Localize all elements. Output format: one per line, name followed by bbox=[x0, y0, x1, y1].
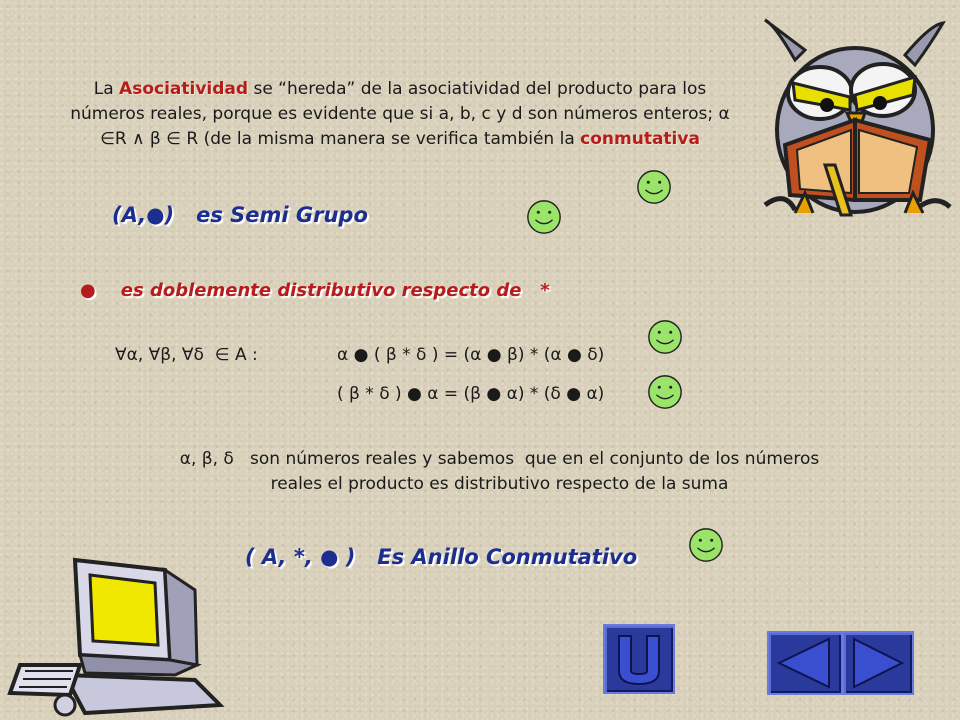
smiley-icon bbox=[635, 168, 673, 206]
smiley-icon bbox=[525, 198, 563, 236]
forward-arrow-icon bbox=[844, 633, 912, 693]
return-button[interactable] bbox=[603, 624, 675, 694]
associativity-keyword: Asociatividad bbox=[119, 79, 249, 99]
commutative-keyword: conmutativa bbox=[580, 129, 700, 149]
smiley-icon bbox=[646, 373, 684, 411]
ring-heading: ( A, *, ● ) Es Anillo Conmutativo bbox=[245, 545, 638, 569]
back-button[interactable] bbox=[767, 631, 843, 695]
intro-pre: La bbox=[93, 79, 120, 99]
back-arrow-icon bbox=[769, 633, 841, 693]
intro-text: se “hereda” de la asociatividad del producto para los números reales, porque es evidente que si a, b, c y d son números enteros; α ∈R ∧ β ∈ R (de la misma manera se verifica también la bbox=[70, 79, 730, 149]
semigroup-heading: (A,●) es Semi Grupo bbox=[112, 203, 368, 227]
distributive-heading: ● es doblemente distributivo respecto de * bbox=[80, 280, 550, 301]
quantifiers: ∀α, ∀β, ∀δ ∈ A : bbox=[115, 345, 258, 365]
reals-text: son números reales y sabemos que en el conjunto de los números reales el producto es distributivo respecto de la suma bbox=[233, 449, 825, 494]
return-icon bbox=[605, 626, 673, 692]
intro-paragraph bbox=[55, 77, 745, 152]
formula-right-distributive: ( β * δ ) ● α = (β ● α) * (δ ● α) bbox=[337, 384, 605, 404]
smiley-icon bbox=[687, 526, 725, 564]
smiley-icon bbox=[646, 318, 684, 356]
computer-icon bbox=[5, 545, 235, 720]
reals-paragraph bbox=[172, 447, 827, 497]
owl-reading-icon bbox=[755, 15, 955, 220]
forward-button[interactable] bbox=[842, 631, 914, 695]
formula-left-distributive: α ● ( β * δ ) = (α ● β) * (α ● δ) bbox=[337, 345, 605, 365]
reals-symbols: α, β, δ bbox=[179, 449, 234, 469]
